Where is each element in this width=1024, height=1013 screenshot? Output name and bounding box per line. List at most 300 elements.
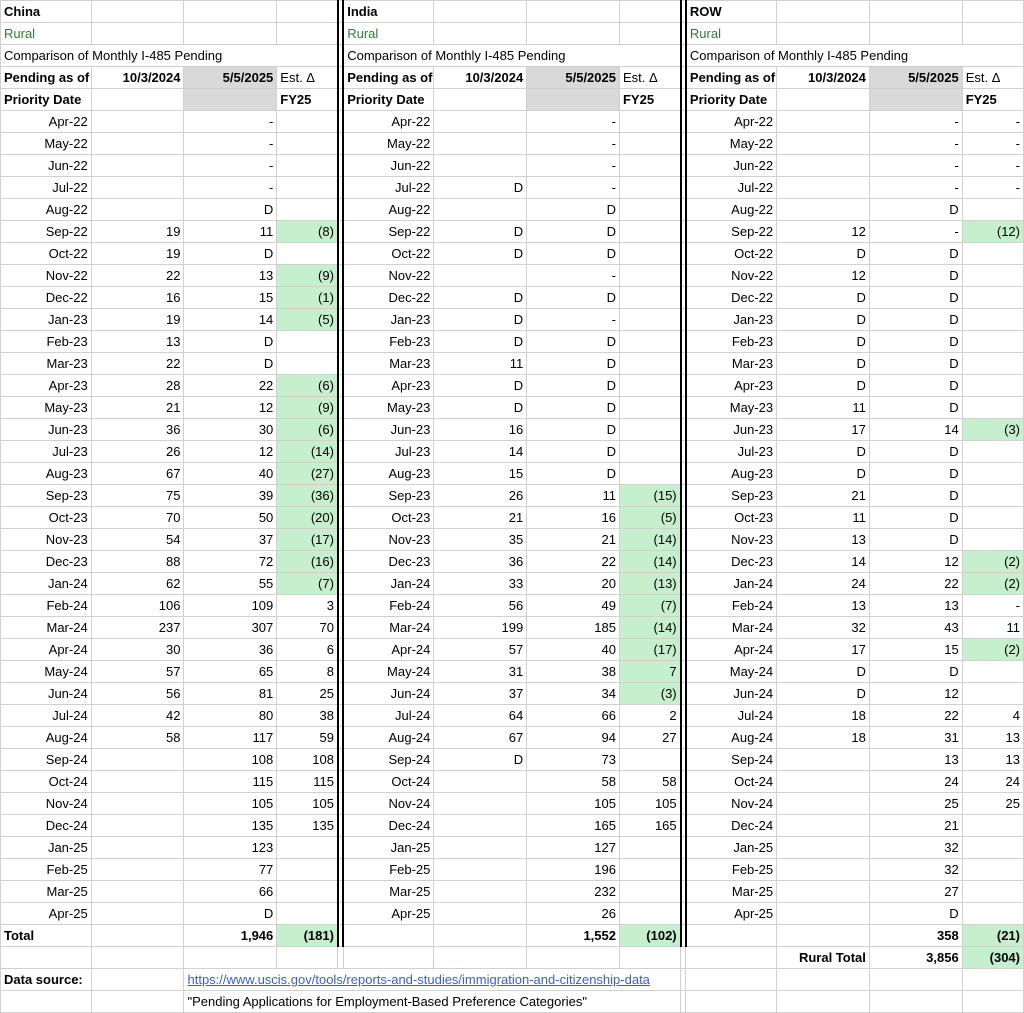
total-col1 (777, 925, 870, 947)
spacer-cell (686, 991, 777, 1013)
row-priority-date: May-22 (686, 133, 777, 155)
value-col1 (434, 771, 527, 793)
value-col2: 11 (184, 221, 277, 243)
row-priority-date: Dec-23 (343, 551, 434, 573)
value-col1: 14 (777, 551, 870, 573)
header-est-delta: Est. Δ (962, 67, 1023, 89)
spacer-cell (184, 23, 277, 45)
value-col2: 127 (527, 837, 620, 859)
row-priority-date: Jul-24 (1, 705, 92, 727)
value-col1 (434, 837, 527, 859)
value-delta: (2) (962, 573, 1023, 595)
row-priority-date: Apr-22 (343, 111, 434, 133)
total-col1 (91, 925, 184, 947)
value-col2: 12 (869, 551, 962, 573)
value-col1 (91, 903, 184, 925)
spacer-cell (91, 947, 184, 969)
row-priority-date: Jun-23 (343, 419, 434, 441)
value-col1: D (434, 375, 527, 397)
row-priority-date: Sep-22 (1, 221, 92, 243)
value-col2: 12 (869, 683, 962, 705)
value-col1: 13 (777, 529, 870, 551)
value-col2: 34 (527, 683, 620, 705)
value-col2: 14 (869, 419, 962, 441)
row-priority-date: Aug-23 (686, 463, 777, 485)
value-delta (962, 661, 1023, 683)
spacer-cell (434, 947, 527, 969)
table-row (1, 243, 1024, 265)
value-col2: D (184, 199, 277, 221)
value-delta: 165 (619, 815, 680, 837)
spacer-cell (869, 991, 962, 1013)
spacer-cell (777, 23, 870, 45)
row-priority-date: May-24 (343, 661, 434, 683)
header-date-col2: 5/5/2025 (184, 67, 277, 89)
value-col2: 105 (184, 793, 277, 815)
row-priority-date: Oct-23 (1, 507, 92, 529)
value-col1: 13 (91, 331, 184, 353)
row-priority-date: Jul-23 (343, 441, 434, 463)
row-priority-date: Jan-25 (1, 837, 92, 859)
table-row (1, 89, 1024, 111)
value-col1: D (777, 287, 870, 309)
value-col1: 31 (434, 661, 527, 683)
value-col2: 307 (184, 617, 277, 639)
value-col1: 58 (91, 727, 184, 749)
value-col1 (777, 903, 870, 925)
value-col2: - (184, 111, 277, 133)
row-priority-date: Feb-23 (343, 331, 434, 353)
section-subtitle: Rural (1, 23, 92, 45)
value-col2: D (869, 265, 962, 287)
table-row (1, 155, 1024, 177)
value-delta: 38 (277, 705, 338, 727)
value-col1: D (777, 661, 870, 683)
table-row (1, 1, 1024, 23)
row-priority-date: Jul-22 (343, 177, 434, 199)
value-col2: D (527, 287, 620, 309)
value-col1: D (434, 177, 527, 199)
value-col2: D (869, 287, 962, 309)
value-col2: - (527, 155, 620, 177)
total-col2: 1,552 (527, 925, 620, 947)
row-priority-date: Jul-23 (686, 441, 777, 463)
row-priority-date: May-23 (686, 397, 777, 419)
spacer-cell (619, 1, 680, 23)
value-col2: 25 (869, 793, 962, 815)
section-subtitle: Rural (686, 23, 777, 45)
value-delta (962, 331, 1023, 353)
spacer-cell (91, 23, 184, 45)
value-delta: 25 (962, 793, 1023, 815)
value-delta: (6) (277, 419, 338, 441)
value-col2: - (527, 265, 620, 287)
header-priority-date: Priority Date (343, 89, 434, 111)
header-fy25: FY25 (619, 89, 680, 111)
value-col2: D (869, 199, 962, 221)
value-col1: 57 (91, 661, 184, 683)
row-priority-date: Apr-25 (1, 903, 92, 925)
value-col1: D (434, 243, 527, 265)
value-col1 (91, 859, 184, 881)
value-col1 (777, 155, 870, 177)
value-col2: D (869, 243, 962, 265)
table-row (1, 947, 1024, 969)
value-col1 (434, 133, 527, 155)
value-col2: D (184, 331, 277, 353)
value-delta (277, 177, 338, 199)
table-row (1, 969, 1024, 991)
total-col2: 1,946 (184, 925, 277, 947)
value-col1 (434, 111, 527, 133)
value-delta (619, 155, 680, 177)
value-col2: 15 (869, 639, 962, 661)
value-col1: 37 (434, 683, 527, 705)
value-col1 (434, 155, 527, 177)
value-delta: - (962, 595, 1023, 617)
header-date-col1: 10/3/2024 (434, 67, 527, 89)
value-col1 (434, 815, 527, 837)
value-col1 (91, 837, 184, 859)
row-priority-date: Jan-24 (686, 573, 777, 595)
header-pending-as-of: Pending as of (1, 67, 92, 89)
value-col1: 88 (91, 551, 184, 573)
table-row (1, 463, 1024, 485)
table-row (1, 727, 1024, 749)
table-row (1, 793, 1024, 815)
row-priority-date: Jan-24 (1, 573, 92, 595)
table-row (1, 265, 1024, 287)
value-delta (619, 199, 680, 221)
data-source-label: Data source: (1, 969, 92, 991)
value-delta: 115 (277, 771, 338, 793)
value-col1: 26 (91, 441, 184, 463)
section-title: India (343, 1, 434, 23)
value-delta (619, 859, 680, 881)
value-delta: 13 (962, 749, 1023, 771)
value-col1: 56 (91, 683, 184, 705)
value-col2: 22 (527, 551, 620, 573)
value-delta: 135 (277, 815, 338, 837)
value-delta (277, 243, 338, 265)
value-delta (277, 155, 338, 177)
value-col1 (91, 199, 184, 221)
section-caption: Comparison of Monthly I-485 Pending (343, 45, 680, 67)
row-priority-date: Dec-23 (1, 551, 92, 573)
value-col2: 105 (527, 793, 620, 815)
value-delta (619, 265, 680, 287)
spacer-cell (184, 947, 277, 969)
value-col2: 14 (184, 309, 277, 331)
table-row (1, 419, 1024, 441)
value-col2: 30 (184, 419, 277, 441)
header-pending-as-of: Pending as of (686, 67, 777, 89)
value-delta (277, 881, 338, 903)
value-delta (619, 243, 680, 265)
spacer-cell (91, 969, 184, 991)
row-priority-date: Feb-23 (686, 331, 777, 353)
spacer-cell (184, 1, 277, 23)
value-delta (619, 463, 680, 485)
value-col2: 65 (184, 661, 277, 683)
row-priority-date: May-22 (1, 133, 92, 155)
spacer-cell (686, 969, 777, 991)
row-priority-date: Oct-22 (343, 243, 434, 265)
value-delta: 27 (619, 727, 680, 749)
value-col2: D (527, 419, 620, 441)
value-col1 (777, 815, 870, 837)
value-delta (619, 177, 680, 199)
value-col2: D (527, 331, 620, 353)
value-col2: 32 (869, 837, 962, 859)
value-col2: 49 (527, 595, 620, 617)
row-priority-date: May-23 (1, 397, 92, 419)
value-delta: (2) (962, 639, 1023, 661)
value-delta (619, 331, 680, 353)
value-delta (962, 507, 1023, 529)
value-col2: 24 (869, 771, 962, 793)
table-row (1, 485, 1024, 507)
value-col1: 13 (777, 595, 870, 617)
value-col2: - (869, 111, 962, 133)
value-delta: 8 (277, 661, 338, 683)
value-delta: (1) (277, 287, 338, 309)
spacer-cell (91, 1, 184, 23)
value-col1: 24 (777, 573, 870, 595)
spacer-cell (277, 947, 338, 969)
spacer-cell (962, 1, 1023, 23)
table-row (1, 925, 1024, 947)
value-delta (277, 133, 338, 155)
row-priority-date: Jan-23 (343, 309, 434, 331)
value-col2: 32 (869, 859, 962, 881)
value-col2: 12 (184, 397, 277, 419)
spacer-cell (962, 23, 1023, 45)
value-col1: 32 (777, 617, 870, 639)
value-delta (619, 353, 680, 375)
row-priority-date: May-23 (343, 397, 434, 419)
spacer-cell (277, 1, 338, 23)
value-col1: 19 (91, 309, 184, 331)
value-delta (962, 463, 1023, 485)
value-col1: D (434, 309, 527, 331)
section-subtitle: Rural (343, 23, 434, 45)
row-priority-date: Nov-23 (686, 529, 777, 551)
row-priority-date: Apr-24 (1, 639, 92, 661)
section-title: China (1, 1, 92, 23)
row-priority-date: Jul-23 (1, 441, 92, 463)
value-delta: (14) (619, 529, 680, 551)
value-col1: 19 (91, 243, 184, 265)
row-priority-date: Aug-23 (1, 463, 92, 485)
value-col1: 21 (777, 485, 870, 507)
value-col2: - (869, 221, 962, 243)
value-delta (962, 903, 1023, 925)
row-priority-date: Oct-23 (343, 507, 434, 529)
value-col2: D (869, 661, 962, 683)
value-delta: (9) (277, 397, 338, 419)
value-col2: D (527, 463, 620, 485)
row-priority-date: Oct-24 (1, 771, 92, 793)
header-date-col1: 10/3/2024 (777, 67, 870, 89)
row-priority-date: May-22 (343, 133, 434, 155)
value-delta (277, 353, 338, 375)
value-col2: 109 (184, 595, 277, 617)
value-col1: D (434, 287, 527, 309)
row-priority-date: Apr-25 (343, 903, 434, 925)
table-row (1, 199, 1024, 221)
row-priority-date: Oct-23 (686, 507, 777, 529)
value-col2: 39 (184, 485, 277, 507)
table-row (1, 617, 1024, 639)
table-row (1, 903, 1024, 925)
table-row (1, 749, 1024, 771)
value-col2: - (184, 133, 277, 155)
value-col1: D (777, 243, 870, 265)
spacer-cell (619, 23, 680, 45)
value-col2: - (869, 133, 962, 155)
value-col1: 30 (91, 639, 184, 661)
value-col2: 40 (184, 463, 277, 485)
value-col2: D (527, 199, 620, 221)
table-row (1, 639, 1024, 661)
value-col1: 67 (91, 463, 184, 485)
value-delta: (6) (277, 375, 338, 397)
table-row (1, 353, 1024, 375)
value-col2: 50 (184, 507, 277, 529)
value-col2: - (527, 309, 620, 331)
row-priority-date: Jul-22 (1, 177, 92, 199)
data-source-link[interactable]: https://www.uscis.gov/tools/reports-and-studies/immigration-and-citizenship-data (184, 969, 681, 991)
value-delta (619, 111, 680, 133)
value-col1: D (434, 221, 527, 243)
row-priority-date: Sep-23 (343, 485, 434, 507)
value-col1: 17 (777, 639, 870, 661)
total-label (343, 925, 434, 947)
value-delta: 4 (962, 705, 1023, 727)
value-delta: (36) (277, 485, 338, 507)
row-priority-date: Aug-22 (1, 199, 92, 221)
value-delta (962, 881, 1023, 903)
spacer-cell (686, 947, 777, 969)
row-priority-date: Feb-25 (1, 859, 92, 881)
value-col2: 232 (527, 881, 620, 903)
value-col2: D (869, 441, 962, 463)
row-priority-date: Mar-25 (343, 881, 434, 903)
value-delta: 25 (277, 683, 338, 705)
row-priority-date: Jul-22 (686, 177, 777, 199)
value-col2: D (869, 397, 962, 419)
value-delta (619, 441, 680, 463)
value-col1: 67 (434, 727, 527, 749)
spacer-cell (434, 1, 527, 23)
header-date-col2: 5/5/2025 (869, 67, 962, 89)
value-col1: D (434, 749, 527, 771)
row-priority-date: Jan-23 (1, 309, 92, 331)
row-priority-date: Apr-23 (343, 375, 434, 397)
value-col1 (777, 749, 870, 771)
value-col1: 64 (434, 705, 527, 727)
value-delta: 70 (277, 617, 338, 639)
row-priority-date: Mar-24 (1, 617, 92, 639)
value-delta: (16) (277, 551, 338, 573)
value-col1: 22 (91, 265, 184, 287)
value-delta (619, 309, 680, 331)
row-priority-date: Mar-25 (1, 881, 92, 903)
value-delta: (2) (962, 551, 1023, 573)
value-col1: 21 (434, 507, 527, 529)
row-priority-date: Aug-24 (1, 727, 92, 749)
table-row (1, 45, 1024, 67)
row-priority-date: Jul-24 (686, 705, 777, 727)
value-col1 (91, 133, 184, 155)
value-delta (962, 243, 1023, 265)
value-col1: 106 (91, 595, 184, 617)
value-col2: 66 (184, 881, 277, 903)
value-col1 (777, 771, 870, 793)
value-delta (962, 309, 1023, 331)
row-priority-date: Nov-24 (686, 793, 777, 815)
value-col2: 22 (869, 573, 962, 595)
header-date-col2: 5/5/2025 (527, 67, 620, 89)
value-col2: D (869, 485, 962, 507)
row-priority-date: Aug-23 (343, 463, 434, 485)
spacer-cell (434, 23, 527, 45)
value-delta (619, 837, 680, 859)
spacer-cell (777, 89, 870, 111)
value-col1: 15 (434, 463, 527, 485)
value-col1: 18 (777, 705, 870, 727)
value-col2: D (869, 903, 962, 925)
spacer-cell (619, 947, 680, 969)
table-row (1, 23, 1024, 45)
row-priority-date: Feb-23 (1, 331, 92, 353)
table-row (1, 705, 1024, 727)
row-priority-date: Apr-24 (343, 639, 434, 661)
table-row (1, 507, 1024, 529)
header-fy25: FY25 (277, 89, 338, 111)
value-col2: - (184, 155, 277, 177)
value-col1: 36 (434, 551, 527, 573)
table-row (1, 441, 1024, 463)
row-priority-date: Nov-22 (686, 265, 777, 287)
row-priority-date: Dec-24 (686, 815, 777, 837)
row-priority-date: Dec-24 (343, 815, 434, 837)
row-priority-date: Aug-24 (686, 727, 777, 749)
row-priority-date: Feb-25 (686, 859, 777, 881)
value-delta: 3 (277, 595, 338, 617)
value-col2: 27 (869, 881, 962, 903)
value-col1: 11 (434, 353, 527, 375)
value-delta (962, 837, 1023, 859)
value-col1: D (777, 683, 870, 705)
value-col2: 81 (184, 683, 277, 705)
value-col1: 12 (777, 265, 870, 287)
table-row (1, 991, 1024, 1013)
spacer-cell (277, 23, 338, 45)
value-col2: 80 (184, 705, 277, 727)
row-priority-date: Dec-24 (1, 815, 92, 837)
value-delta (962, 287, 1023, 309)
table-row (1, 837, 1024, 859)
value-col1: 11 (777, 397, 870, 419)
table-row (1, 287, 1024, 309)
value-col1 (91, 815, 184, 837)
row-priority-date: Oct-24 (343, 771, 434, 793)
value-col2: 31 (869, 727, 962, 749)
row-priority-date: Jun-22 (343, 155, 434, 177)
value-delta: 59 (277, 727, 338, 749)
